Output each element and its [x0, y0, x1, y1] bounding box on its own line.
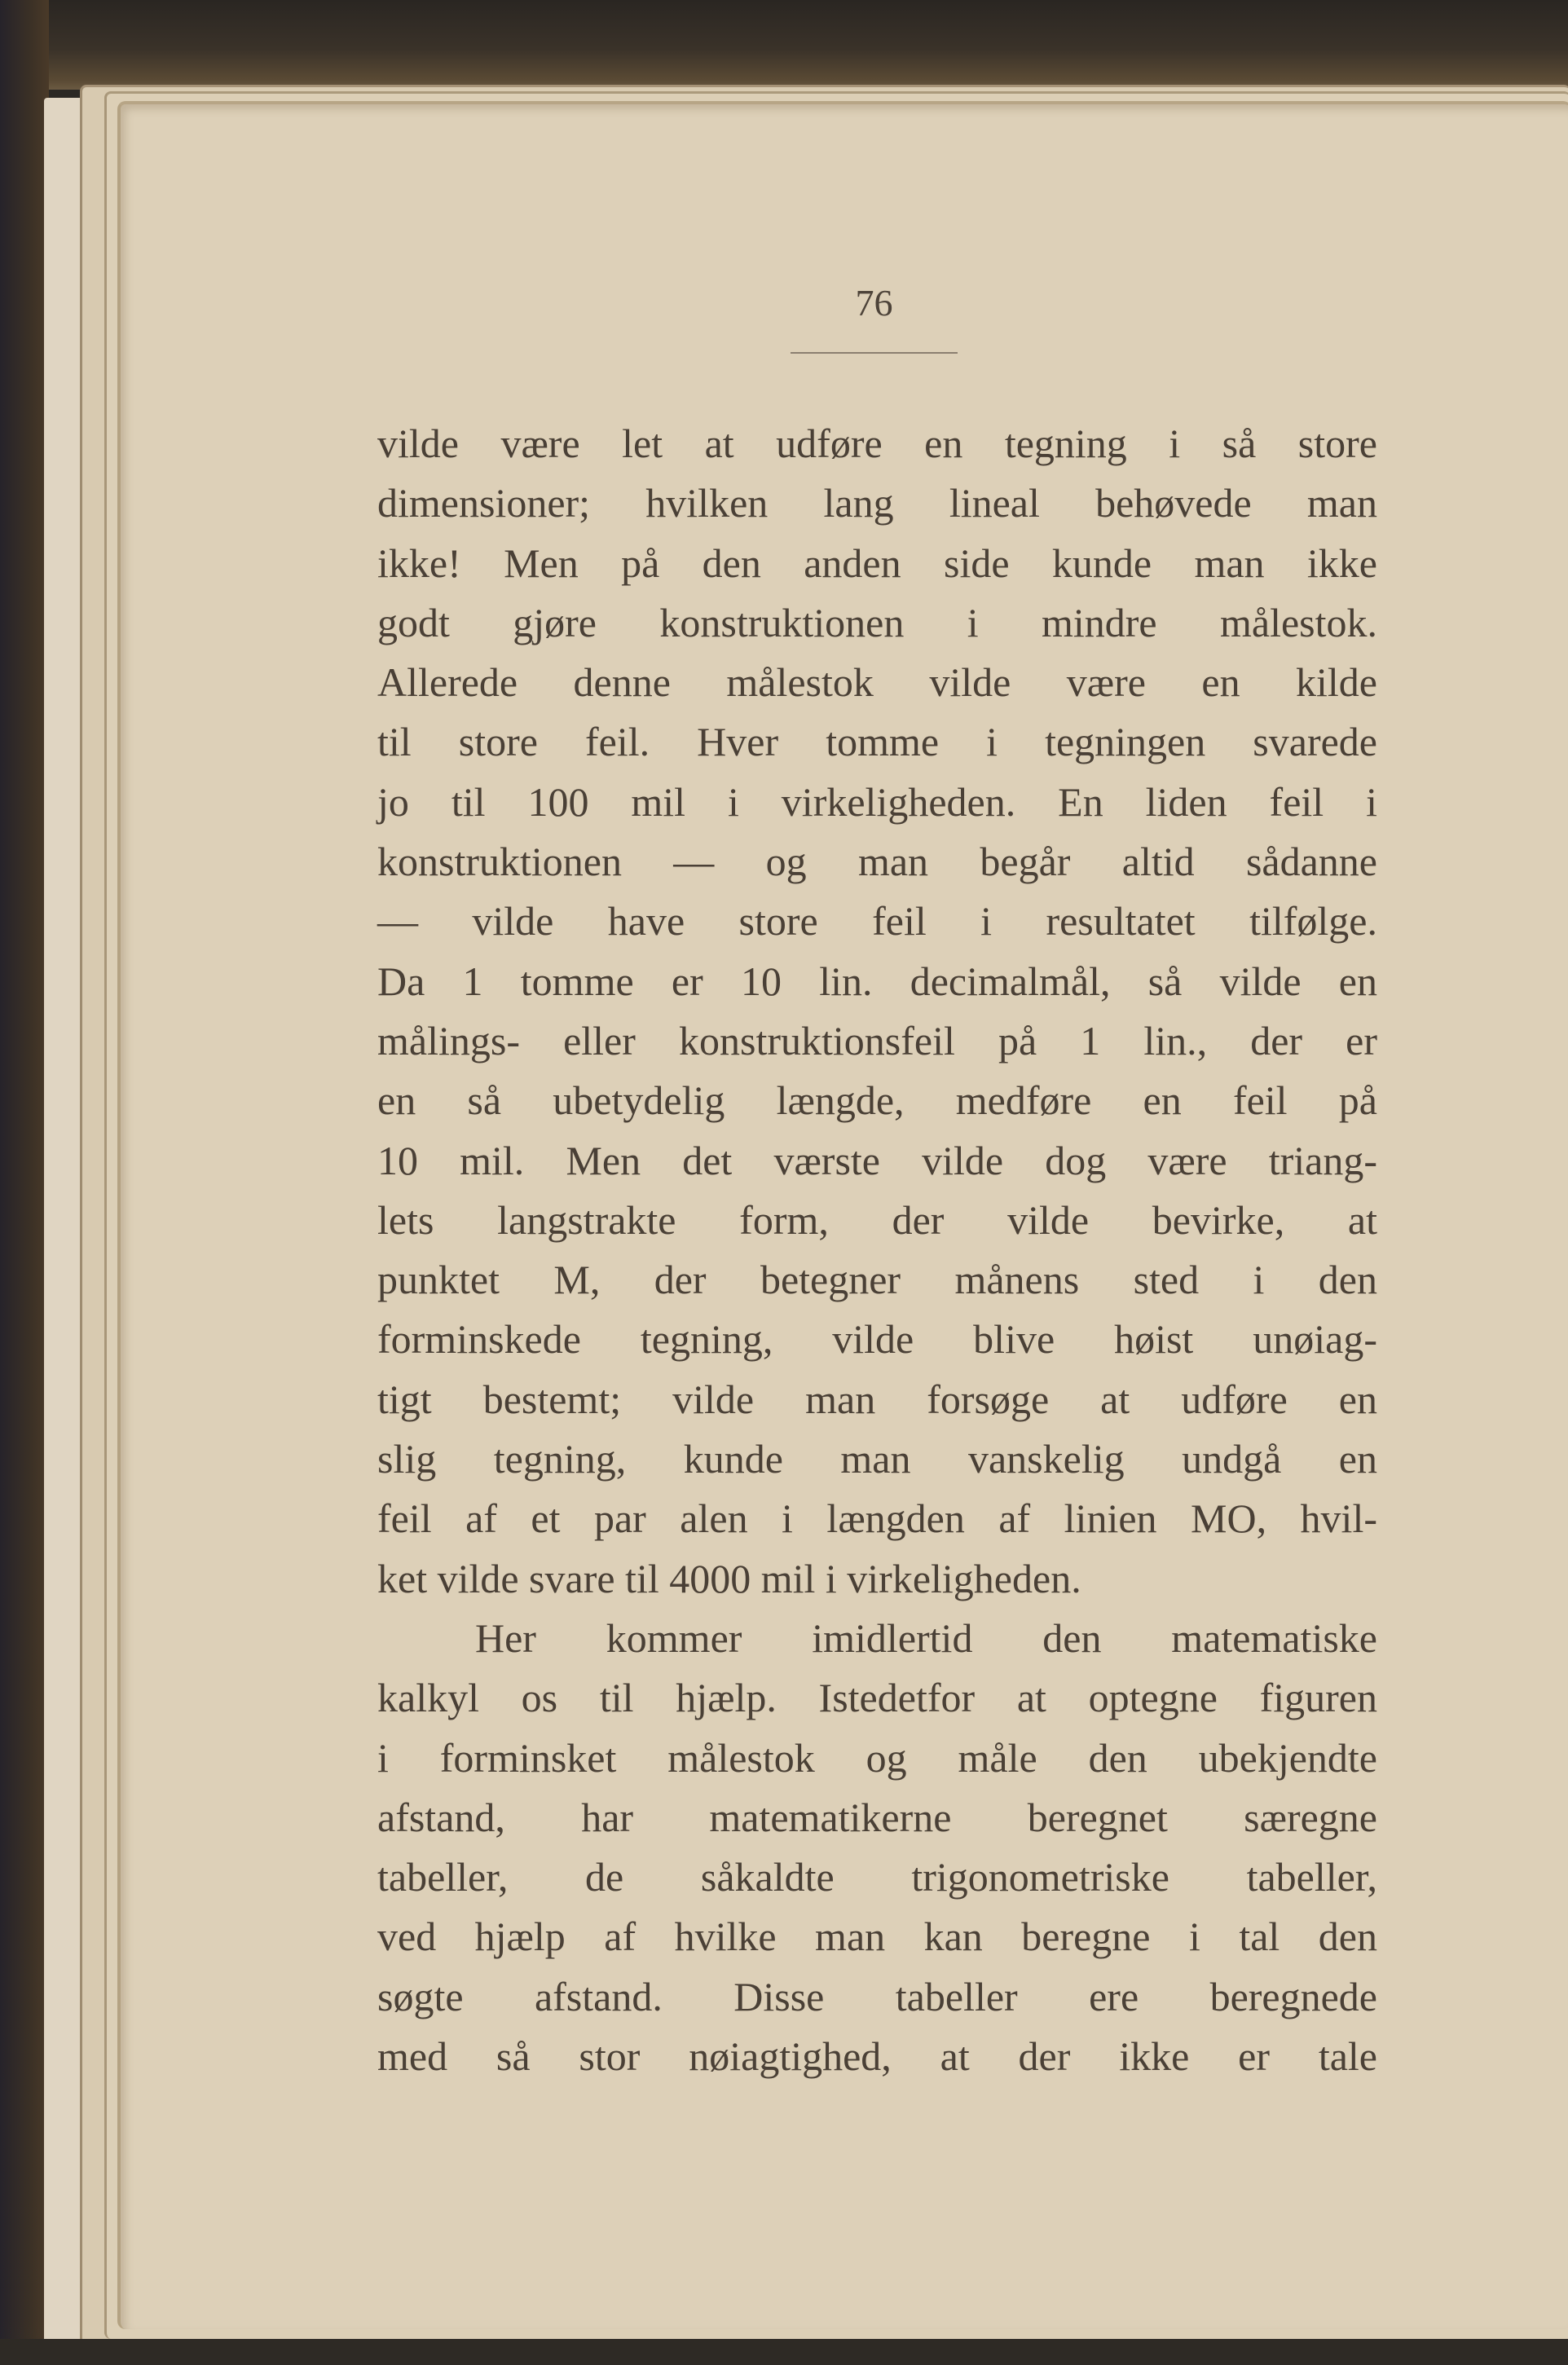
book-binding-left	[0, 0, 49, 2365]
text-line: dimensioner; hvilken lang lineal behøvede man	[377, 480, 1377, 526]
text-line: kalkyl os til hjælp. Istedetfor at optegne figuren	[377, 1675, 1377, 1721]
text-line: ved hjælp af hvilke man kan beregne i tal den	[377, 1914, 1377, 1960]
background-bottom	[0, 2339, 1568, 2365]
text-line: en så ubetydelig længde, medføre en feil på	[377, 1077, 1377, 1124]
text-line: Da 1 tomme er 10 lin. decimalmål, så vilde en	[377, 958, 1377, 1004]
text-line: — vilde have store feil i resultatet tilfølge.	[377, 898, 1377, 945]
text-line: med så stor nøiagtighed, at der ikke er tale	[377, 2033, 1377, 2080]
text-line: tabeller, de såkaldte trigonometriske tabeller,	[377, 1854, 1377, 1900]
body-text	[377, 414, 1377, 2086]
text-line: ket vilde svare til 4000 mil i virkeligheden.	[377, 1555, 1081, 1601]
text-line: afstand, har matematikerne beregnet særegne	[377, 1794, 1377, 1840]
paragraph	[377, 414, 1377, 1609]
text-line: godt gjøre konstruktionen i mindre målestok.	[377, 599, 1377, 645]
text-line: lets langstrakte form, der vilde bevirke, at	[377, 1196, 1377, 1243]
text-line: Her kommer imidlertid den matematiske	[475, 1614, 1377, 1661]
book-binding-top	[0, 0, 1568, 90]
text-line: forminskede tegning, vilde blive høist unøiag-	[377, 1316, 1377, 1363]
text-line: punktet M, der betegner månens sted i den	[377, 1257, 1377, 1303]
text-line: ikke! Men på den anden side kunde man ikke	[377, 540, 1377, 586]
paragraph	[377, 1609, 1377, 2086]
text-line: slig tegning, kunde man vanskelig undgå en	[377, 1436, 1377, 1482]
text-line: konstruktionen — og man begår altid sådanne	[377, 839, 1377, 885]
header-rule	[791, 352, 958, 354]
text-line: søgte afstand. Disse tabeller ere beregnede	[377, 1973, 1377, 2019]
text-line: feil af et par alen i længden af linien MO, hvil-	[377, 1495, 1377, 1542]
text-line: tigt bestemt; vilde man forsøge at udføre en	[377, 1376, 1377, 1422]
text-line: Allerede denne målestok vilde være en kilde	[377, 659, 1377, 706]
text-line: vilde være let at udføre en tegning i så store	[377, 421, 1377, 466]
text-line: til store feil. Hver tomme i tegningen svarede	[377, 719, 1377, 765]
page-number: 76	[855, 282, 893, 324]
text-line: 10 mil. Men det værste vilde dog være triang-	[377, 1137, 1377, 1183]
text-line: jo til 100 mil i virkeligheden. En liden feil i	[377, 778, 1377, 825]
text-line: i forminsket målestok og måle den ubekjendte	[377, 1734, 1377, 1781]
text-line: målings- eller konstruktionsfeil på 1 lin., der er	[377, 1017, 1377, 1064]
